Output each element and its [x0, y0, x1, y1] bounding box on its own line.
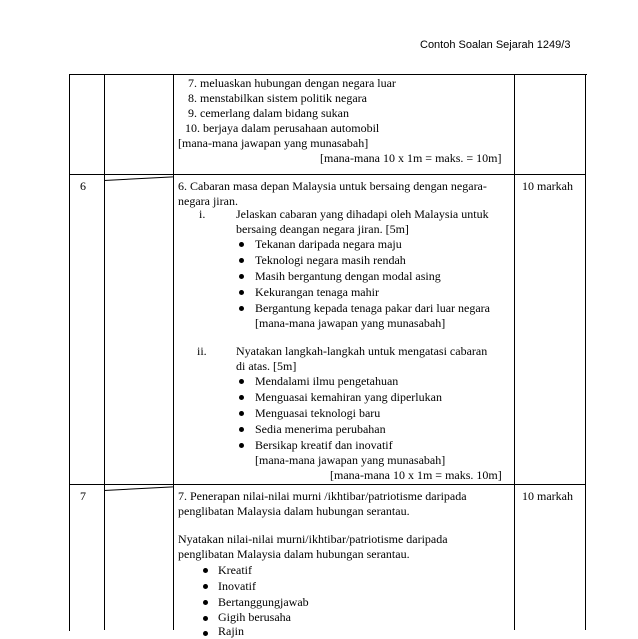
row-divider — [69, 484, 586, 485]
marks-note: [mana-mana 10 x 1m = maks. 10m] — [330, 468, 502, 482]
list-item: Menguasai kemahiran yang diperlukan — [255, 390, 442, 404]
question-title: penglibatan Malaysia dalam hubungan serantau. — [178, 504, 410, 518]
list-item: Rajin — [218, 624, 244, 638]
bullet-icon — [203, 568, 208, 573]
list-item: Tekanan daripada negara maju — [255, 237, 402, 251]
list-item: Mendalami ilmu pengetahuan — [255, 374, 399, 388]
page-header: Contoh Soalan Sejarah 1249/3 — [420, 39, 571, 51]
column-divider — [514, 74, 515, 630]
bullet-icon — [203, 631, 208, 636]
part-text: di atas. [5m] — [236, 359, 297, 373]
note: [mana-mana jawapan yang munasabah] — [255, 453, 446, 467]
bullet-icon — [239, 443, 244, 448]
marks-note: [mana-mana 10 x 1m = maks. = 10m] — [320, 151, 502, 165]
list-item: Menguasai teknologi baru — [255, 406, 381, 420]
list-item: 8. menstabilkan sistem politik negara — [188, 91, 367, 105]
bullet-icon — [203, 600, 208, 605]
list-item: 9. cemerlang dalam bidang sukan — [188, 106, 349, 120]
column-divider — [104, 74, 105, 630]
question-number: 7 — [80, 489, 86, 503]
list-item: Teknologi negara masih rendah — [255, 253, 406, 267]
bullet-icon — [239, 242, 244, 247]
note: [mana-mana jawapan yang munasabah] — [255, 316, 446, 330]
question-title: 7. Penerapan nilai-nilai murni /ikhtibar/patriotisme daripada — [178, 489, 467, 503]
list-item: Bergantung kepada tenaga pakar dari luar negara — [255, 301, 490, 315]
list-item: Bertanggungjawab — [218, 595, 309, 609]
column-divider — [585, 74, 586, 630]
part-label: ii. — [197, 344, 207, 358]
note: [mana-mana jawapan yang munasabah] — [178, 136, 369, 150]
bullet-icon — [239, 379, 244, 384]
list-item: Bersikap kreatif dan inovatif — [255, 438, 393, 452]
bullet-icon — [239, 290, 244, 295]
part-text: Jelaskan cabaran yang dihadapi oleh Malaysia untuk — [236, 207, 489, 221]
marks: 10 markah — [522, 179, 573, 193]
bullet-icon — [239, 306, 244, 311]
bullet-icon — [203, 584, 208, 589]
bullet-icon — [239, 411, 244, 416]
bullet-icon — [239, 427, 244, 432]
list-item: Inovatif — [218, 579, 256, 593]
list-item: Sedia menerima perubahan — [255, 422, 386, 436]
list-item: Kekurangan tenaga mahir — [255, 285, 379, 299]
part-text: bersaing deangan negara jiran. [5m] — [236, 222, 409, 236]
bullet-icon — [239, 258, 244, 263]
question-title: negara jiran. — [178, 194, 238, 208]
bullet-icon — [203, 616, 208, 621]
list-item: Kreatif — [218, 563, 252, 577]
question-title: 6. Cabaran masa depan Malaysia untuk bersaing dengan negara- — [178, 179, 487, 193]
bullet-icon — [239, 395, 244, 400]
row-divider — [69, 174, 586, 175]
question-number: 6 — [80, 179, 86, 193]
marks: 10 markah — [522, 489, 573, 503]
list-item: Gigih berusaha — [218, 610, 291, 624]
list-item: 10. berjaya dalam perusahaan automobil — [185, 121, 380, 135]
question-body: penglibatan Malaysia dalam hubungan serantau. — [178, 547, 410, 561]
question-body: Nyatakan nilai-nilai murni/ikhtibar/patriotisme daripada — [178, 532, 448, 546]
part-label: i. — [199, 207, 206, 221]
bullet-icon — [239, 274, 244, 279]
list-item: 7. meluaskan hubungan dengan negara luar — [188, 76, 396, 90]
list-item: Masih bergantung dengan modal asing — [255, 269, 441, 283]
part-text: Nyatakan langkah-langkah untuk mengatasi cabaran — [236, 344, 488, 358]
column-divider — [173, 74, 174, 630]
